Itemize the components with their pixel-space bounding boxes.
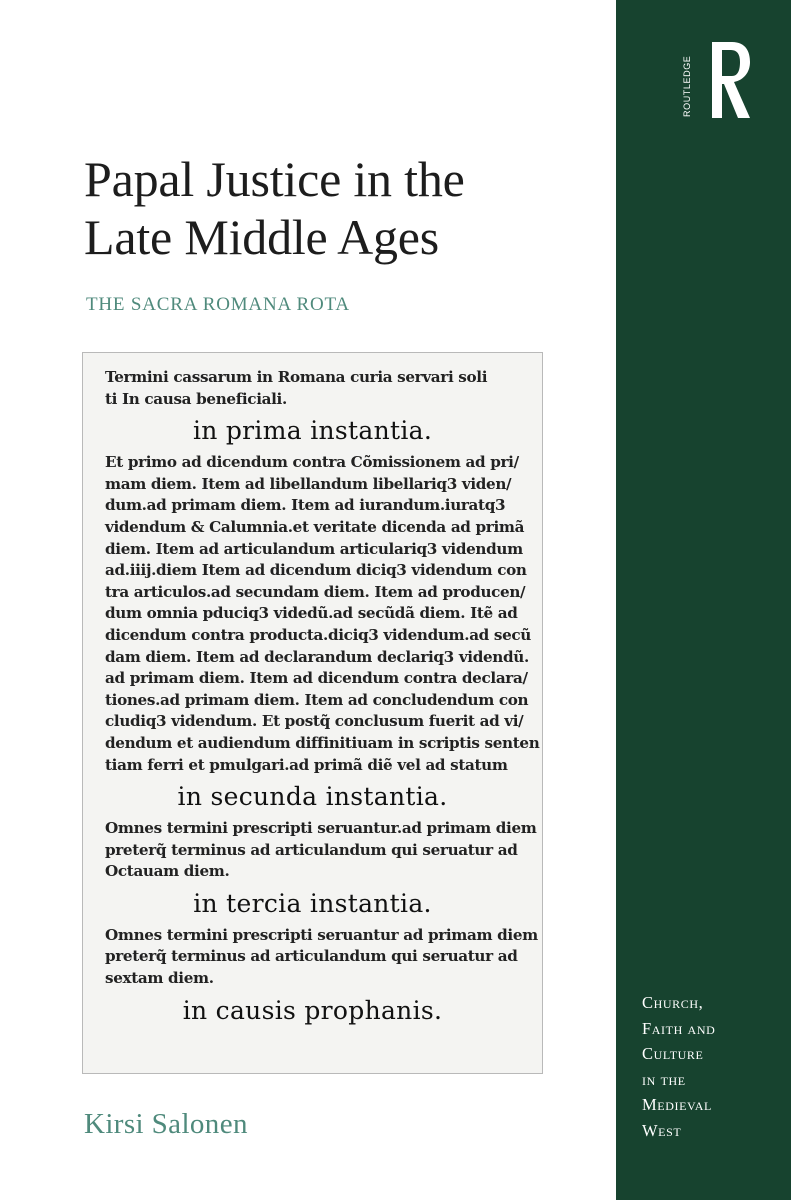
- series-line-4: in the: [642, 1069, 686, 1089]
- manuscript-line: cludiq3 videndum. Et postq̃ conclusum fuerit ad vi/: [105, 712, 524, 731]
- series-line-6: West: [642, 1120, 682, 1140]
- manuscript-line: Termini cassarum in Romana curia servari soli: [105, 368, 488, 386]
- manuscript-line: ad.iiij.diem Item ad dicendum diciq3 videndum con: [105, 561, 527, 580]
- manuscript-line: dendum et audiendum diffinitiuam in scriptis senten: [105, 733, 540, 752]
- manuscript-heading: in prima instantia.: [192, 416, 433, 446]
- manuscript-line: Omnes termini prescripti seruantur ad primam diem: [105, 925, 538, 944]
- manuscript-line: tiones.ad primam diem. Item ad concludendum con: [105, 690, 529, 709]
- manuscript-line: ti In causa beneficiali.: [105, 389, 287, 408]
- series-line-1: Church,: [642, 993, 704, 1012]
- manuscript-heading: in tercia instantia.: [193, 888, 432, 918]
- series-line-5: Medieval: [642, 1095, 712, 1114]
- publisher-logo-wordmark: ROUTLEDGE: [682, 55, 692, 117]
- manuscript-line: Omnes termini prescripti seruantur.ad primam diem: [105, 819, 537, 838]
- manuscript-line: preterq̃ terminus ad articulandum qui seruatur ad: [105, 840, 518, 859]
- manuscript-line: mam diem. Item ad libellandum libellariq3 viden/: [105, 474, 512, 493]
- book-subtitle: THE SACRA ROMANA ROTA: [86, 294, 350, 315]
- manuscript-line: tra articulos.ad secundam diem. Item ad producen/: [105, 582, 526, 601]
- manuscript-plate: [82, 352, 543, 1074]
- manuscript-text: [83, 353, 542, 1032]
- book-title-line-2: Late Middle Ages: [84, 209, 440, 265]
- manuscript-line: dam diem. Item ad declarandum declariq3 videndũ.: [105, 647, 529, 666]
- manuscript-line: tiam ferri et pmulgari.ad primã diẽ vel ad statum: [105, 755, 508, 774]
- manuscript-line: dicendum contra producta.diciq3 videndum.ad secũ: [105, 625, 531, 644]
- manuscript-line: dum omnia pduciq3 videdũ.ad secũdã diem. Itẽ ad: [105, 604, 518, 623]
- author-name: Kirsi Salonen: [84, 1108, 248, 1140]
- book-title: [84, 150, 604, 266]
- manuscript-line: preterq̃ terminus ad articulandum qui seruatur ad: [105, 947, 518, 966]
- series-line-3: Culture: [642, 1044, 704, 1063]
- manuscript-line: diem. Item ad articulandum articulariq3 videndum: [105, 539, 523, 558]
- manuscript-line: Et primo ad dicendum contra Cõmissionem ad pri/: [105, 453, 519, 472]
- manuscript-line: videndum & Calumnia.et veritate dicenda ad primã: [105, 517, 525, 536]
- book-title-line-1: Papal Justice in the: [84, 151, 465, 207]
- series-line-2: Faith and: [642, 1018, 716, 1038]
- series-name: [642, 990, 782, 1143]
- manuscript-heading: in secunda instantia.: [177, 782, 448, 812]
- manuscript-line: Octauam diem.: [105, 862, 230, 881]
- manuscript-line: sextam diem.: [105, 969, 214, 988]
- manuscript-heading: in causis prophanis.: [182, 995, 443, 1025]
- manuscript-line: ad primam diem. Item ad dicendum contra declara/: [105, 669, 528, 688]
- manuscript-line: dum.ad primam diem. Item ad iurandum.iuratq3: [105, 496, 506, 515]
